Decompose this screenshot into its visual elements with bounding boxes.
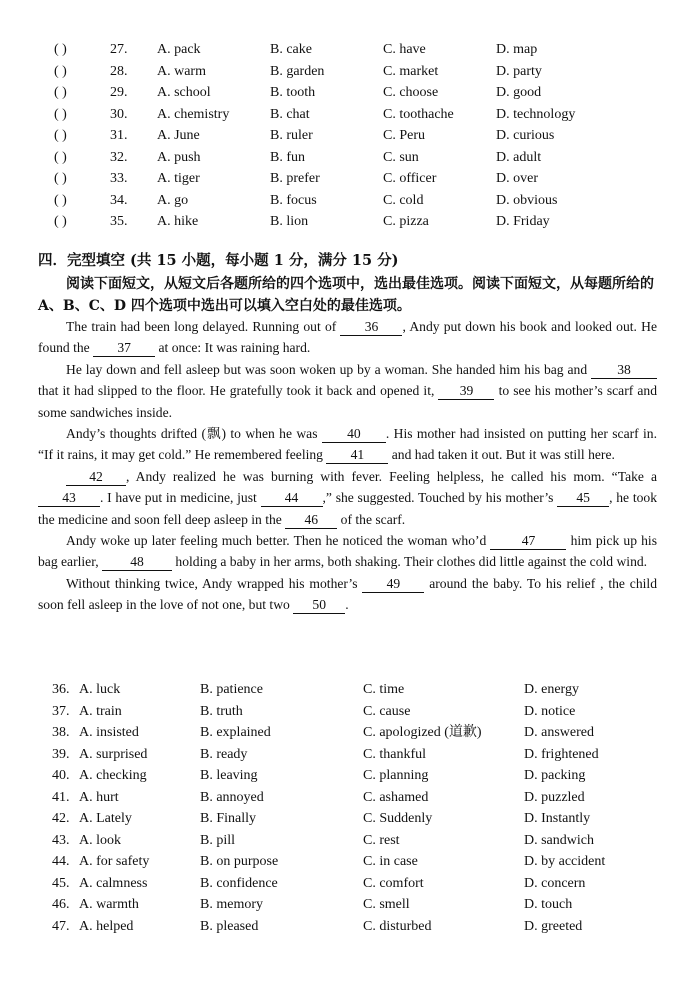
option-c: C. sun — [383, 149, 419, 165]
blank-48: 48 — [102, 553, 172, 571]
question-number: 44. — [52, 854, 70, 869]
question-number: 46. — [52, 897, 70, 912]
paragraph — [38, 423, 657, 466]
option-a: A. school — [157, 85, 211, 100]
blank-44: 44 — [261, 489, 323, 507]
paragraph — [38, 530, 657, 573]
blank-50: 50 — [293, 596, 345, 614]
option-d: D. technology — [496, 106, 576, 122]
option-b: B. confidence — [200, 875, 278, 891]
option-b: B. tooth — [270, 85, 316, 100]
option-b: B. cake — [270, 42, 312, 57]
option-b: B. leaving — [200, 768, 258, 783]
option-c: C. planning — [363, 768, 429, 783]
question-number: 27. — [110, 42, 128, 57]
option-a: A. insisted — [79, 725, 139, 740]
option-d: D. map — [496, 42, 538, 57]
answer-paren: ( ) — [54, 128, 67, 143]
blank-49: 49 — [362, 575, 424, 593]
passage-text: . His mother had insisted on putting her scarf in. “If it rains, it may get cold.” He remembered feeling — [38, 426, 657, 463]
passage-text: The train had been long delayed. Running out of — [66, 319, 341, 334]
option-a: A. calmness — [79, 875, 148, 891]
option-d: D. Friday — [496, 214, 550, 229]
option-c: C. officer — [383, 171, 437, 186]
option-a: A. for safety — [79, 854, 150, 869]
blank-41: 41 — [326, 446, 388, 464]
question-number: 29. — [110, 85, 128, 100]
option-a: A. pack — [157, 42, 201, 57]
option-row — [0, 744, 695, 765]
option-a: A. hurt — [79, 789, 119, 805]
passage-text: Andy woke up later feeling much better. Then he noticed the woman who’d — [66, 533, 491, 549]
question-row — [0, 82, 695, 103]
option-row — [0, 916, 695, 937]
cloze-passage — [38, 316, 657, 616]
option-c: C. thankful — [363, 746, 426, 762]
blank-36: 36 — [340, 318, 402, 336]
option-b: B. patience — [200, 682, 263, 697]
answer-paren: ( ) — [54, 192, 67, 208]
option-b: B. Finally — [200, 811, 257, 826]
option-row — [0, 722, 695, 743]
passage-text: holding a baby in her arms, both shaking. Their clothes did little against the cold wind. — [172, 554, 648, 570]
option-a: A. Lately — [79, 811, 132, 826]
option-c: C. comfort — [363, 875, 424, 891]
option-b: B. on purpose — [200, 854, 279, 869]
passage-text: that it had slipped to the floor. He gratefully took it back and opened it, — [38, 383, 439, 399]
blank-47: 47 — [490, 532, 566, 550]
question-number: 43. — [52, 832, 70, 848]
passage-text: him pick up his bag earlier, — [38, 533, 658, 570]
passage-text: . I have put in medicine, just — [100, 490, 261, 506]
answer-paren: ( ) — [54, 214, 67, 229]
option-c: C. Suddenly — [363, 811, 433, 826]
option-row — [0, 765, 695, 786]
option-d: D. obvious — [496, 192, 558, 208]
option-a: A. helped — [79, 918, 134, 934]
passage-text: to see his mother’s scarf and some sandwiches inside. — [38, 383, 657, 420]
option-a: A. hike — [157, 214, 199, 229]
question-number: 38. — [52, 725, 70, 740]
option-d: D. notice — [524, 703, 576, 719]
option-c: C. cold — [383, 192, 424, 208]
option-row — [0, 830, 695, 851]
option-a: A. warmth — [79, 897, 139, 912]
question-number: 37. — [52, 703, 70, 719]
question-number: 40. — [52, 768, 70, 783]
question-number: 39. — [52, 746, 70, 762]
blank-43: 43 — [38, 489, 100, 507]
blank-40: 40 — [322, 425, 386, 443]
option-a: A. train — [79, 703, 122, 719]
option-b: B. pleased — [200, 918, 259, 934]
answer-paren: ( ) — [54, 149, 67, 165]
option-a: A. push — [157, 149, 201, 165]
option-a: A. chemistry — [157, 106, 230, 122]
blank-38: 38 — [591, 361, 657, 379]
option-d: D. energy — [524, 682, 579, 697]
option-d: D. packing — [524, 768, 586, 783]
passage-text: , Andy realized he was burning with fever. Feeling helpless, he called his mom. “Take a — [126, 468, 657, 484]
option-d: D. curious — [496, 128, 555, 143]
answer-paren: ( ) — [54, 63, 67, 79]
passage-text: of the scarf. — [337, 511, 406, 527]
option-row — [0, 808, 695, 829]
paragraph — [38, 359, 657, 423]
option-b: B. pill — [200, 832, 236, 848]
option-b: B. focus — [270, 192, 317, 208]
question-number: 45. — [52, 875, 70, 891]
option-a: A. surprised — [79, 746, 148, 762]
option-d: D. party — [496, 63, 542, 79]
option-d: D. greeted — [524, 918, 583, 934]
option-d: D. concern — [524, 875, 586, 891]
option-d: D. sandwich — [524, 832, 594, 848]
passage-text: , he took the medicine and soon fell deep asleep in the — [38, 490, 657, 527]
option-c: C. toothache — [383, 106, 454, 122]
section-instructions: 阅读下面短文，从短文后各题所给的四个选项中，选出最佳选项。阅读下面短文，从每题所给的 A、B、C、D 四个选项中选出可以填入空白处的最佳选项。 — [38, 276, 654, 314]
answer-paren: ( ) — [54, 171, 67, 186]
question-row — [0, 39, 695, 60]
option-c: C. rest — [363, 832, 400, 848]
question-number: 42. — [52, 811, 70, 826]
option-d: D. touch — [524, 897, 573, 912]
option-b: B. garden — [270, 63, 325, 79]
question-number: 47. — [52, 918, 70, 934]
answer-paren: ( ) — [54, 106, 67, 122]
passage-text: and had taken it out. But it was still here. — [388, 447, 615, 463]
answer-paren: ( ) — [54, 85, 67, 100]
option-a: A. June — [157, 128, 200, 143]
option-a: A. luck — [79, 682, 121, 697]
passage-text: around the baby. To his relief , the child soon fell asleep in the love of not one, but two — [38, 575, 657, 613]
option-d: D. over — [496, 171, 538, 186]
option-a: A. go — [157, 192, 189, 208]
option-c: C. have — [383, 42, 426, 57]
blank-39: 39 — [438, 382, 494, 400]
option-d: D. puzzled — [524, 789, 585, 805]
option-a: A. look — [79, 832, 121, 848]
option-c: C. smell — [363, 897, 410, 912]
answer-paren: ( ) — [54, 42, 67, 57]
question-row — [0, 211, 695, 232]
question-row — [0, 125, 695, 146]
question-row — [0, 61, 695, 82]
option-row — [0, 851, 695, 872]
question-row — [0, 147, 695, 168]
option-row — [0, 873, 695, 894]
passage-text: Without thinking twice, Andy wrapped his mother’s — [66, 575, 363, 591]
passage-text: at once: It was raining hard. — [155, 340, 311, 356]
question-row — [0, 104, 695, 125]
paragraph — [38, 316, 657, 359]
blank-42: 42 — [66, 468, 126, 486]
question-row — [0, 168, 695, 189]
blank-45: 45 — [557, 489, 609, 507]
passage-text: ,” she suggested. Touched by his mother’s — [322, 490, 558, 506]
option-b: B. truth — [200, 703, 243, 719]
passage-text: , Andy put down his book and looked out. He found the — [38, 319, 657, 356]
question-number: 30. — [110, 106, 128, 122]
option-row — [0, 787, 695, 808]
option-b: B. explained — [200, 725, 271, 740]
option-d: D. adult — [496, 149, 542, 165]
option-d: D. Instantly — [524, 811, 591, 826]
question-number: 34. — [110, 192, 128, 208]
option-d: D. good — [496, 85, 542, 100]
option-b: B. lion — [270, 214, 309, 229]
option-b: B. chat — [270, 106, 310, 122]
option-row — [0, 679, 695, 700]
option-c: C. market — [383, 63, 439, 79]
option-d: D. frightened — [524, 746, 599, 762]
option-c: C. in case — [363, 854, 418, 869]
paragraph — [38, 573, 657, 616]
question-number: 28. — [110, 63, 128, 79]
blank-37: 37 — [93, 339, 155, 357]
passage-text: . — [345, 597, 349, 613]
option-b: B. annoyed — [200, 789, 264, 805]
question-number: 31. — [110, 128, 128, 143]
option-c: C. ashamed — [363, 789, 429, 805]
passage-text: He lay down and fell asleep but was soon woken up by a woman. She handed him his bag and — [66, 361, 591, 377]
option-row — [0, 894, 695, 915]
question-row — [0, 190, 695, 211]
option-c: C. choose — [383, 85, 439, 100]
option-c: C. pizza — [383, 214, 429, 229]
option-d: D. answered — [524, 725, 594, 740]
paragraph — [38, 466, 657, 530]
question-number: 35. — [110, 214, 128, 229]
question-number: 41. — [52, 789, 70, 805]
option-a: A. checking — [79, 768, 147, 783]
option-c: C. apologized (道歉) — [363, 725, 482, 740]
option-a: A. warm — [157, 63, 206, 79]
option-c: C. time — [363, 682, 405, 697]
option-b: B. ready — [200, 746, 248, 762]
option-c: C. cause — [363, 703, 411, 719]
option-b: B. fun — [270, 149, 305, 165]
option-b: B. prefer — [270, 171, 320, 186]
blank-46: 46 — [285, 511, 337, 529]
section-title: 四．完型填空 (共 15 小题，每小题 1 分，满分 15 分) — [38, 252, 399, 269]
question-number: 36. — [52, 682, 70, 697]
option-d: D. by accident — [524, 854, 606, 869]
option-b: B. ruler — [270, 128, 313, 143]
option-a: A. tiger — [157, 171, 200, 186]
question-number: 32. — [110, 149, 128, 165]
option-c: C. Peru — [383, 128, 425, 143]
option-c: C. disturbed — [363, 918, 432, 934]
passage-text: Andy’s thoughts drifted (飘) to when he was — [66, 426, 322, 442]
question-number: 33. — [110, 171, 128, 186]
option-row — [0, 701, 695, 722]
option-b: B. memory — [200, 897, 263, 912]
